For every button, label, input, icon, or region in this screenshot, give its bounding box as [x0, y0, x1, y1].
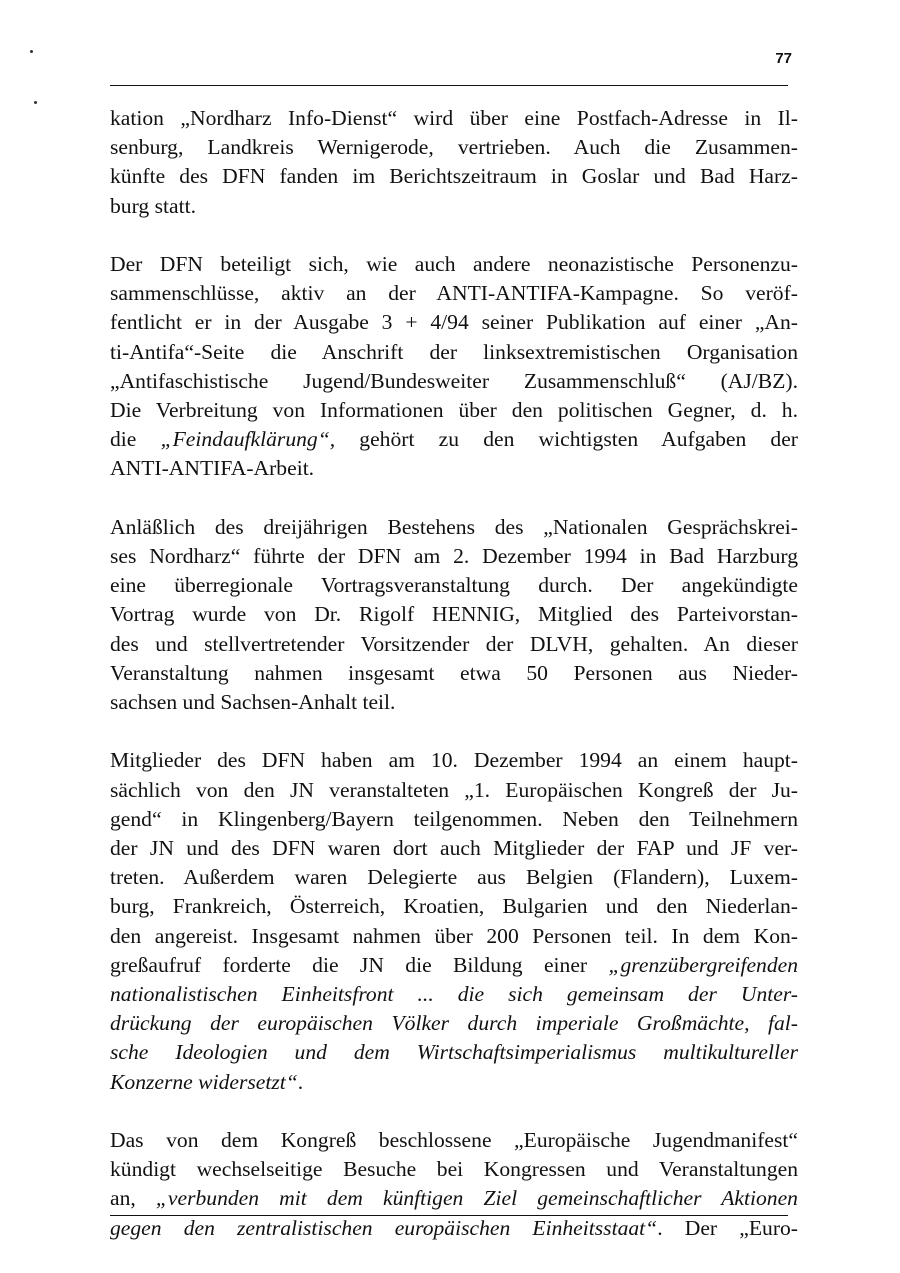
- text-run: greßaufruf forderte die JN die Bildung einer: [110, 952, 609, 977]
- text-line: [110, 279, 798, 308]
- text-line: [110, 1038, 798, 1067]
- text-run: an,: [110, 1186, 156, 1211]
- text-line: [110, 162, 798, 191]
- italic-quote: „grenzübergreifenden: [608, 952, 798, 977]
- text-line: [110, 250, 798, 279]
- text-line: [110, 980, 798, 1009]
- text-line: [110, 746, 798, 775]
- text-line: [110, 659, 798, 688]
- text-line: [110, 834, 798, 863]
- text-line: [110, 863, 798, 892]
- body-text: [110, 104, 798, 1243]
- text-run: künfte des DFN fanden im Berichtszeitraum in Goslar und Bad Harz-: [110, 164, 798, 189]
- scan-speck-2: [34, 101, 37, 104]
- text-run: sammenschlüsse, aktiv an der ANTI-ANTIFA-Kampagne. So veröf-: [110, 281, 798, 306]
- text-line: [110, 338, 798, 367]
- text-run: den angereist. Insgesamt nahmen über 200 Personen teil. In dem Kon-: [110, 923, 798, 948]
- paragraph: [110, 1126, 798, 1243]
- text-run: Der DFN beteiligt sich, wie auch andere neonazistische Personenzu-: [110, 252, 798, 276]
- text-run: ANTI-ANTIFA-Arbeit.: [110, 456, 315, 481]
- text-line: [110, 104, 798, 133]
- text-run: ti-Antifa“-Seite die Anschrift der linksextremistischen Organisation: [110, 339, 798, 364]
- italic-quote: „verbunden mit dem künftigen Ziel gemeinschaftlicher Aktionen: [155, 1186, 798, 1211]
- text-run: ses Nordharz“ führte der DFN am 2. Dezember 1994 in Bad Harzburg: [110, 544, 798, 569]
- text-line: [110, 425, 798, 454]
- text-line: [110, 308, 798, 337]
- text-line: [110, 630, 798, 659]
- footer-rule: [110, 1215, 788, 1216]
- text-line: [110, 688, 798, 717]
- text-line: [110, 922, 798, 951]
- text-line: [110, 1126, 798, 1155]
- text-run: eine überregionale Vortragsveranstaltung durch. Der angekündigte: [110, 573, 798, 598]
- text-run: die: [110, 427, 161, 452]
- text-run: . Der „Euro-: [657, 1215, 798, 1240]
- text-run: Veranstaltung nahmen insgesamt etwa 50 Personen aus Nieder-: [110, 660, 798, 685]
- text-run: der JN und des DFN waren dort auch Mitglieder der FAP und JF ver-: [110, 836, 798, 861]
- text-line: [110, 133, 798, 162]
- text-line: [110, 367, 798, 396]
- scan-speck-1: [30, 50, 33, 53]
- text-line: [110, 571, 798, 600]
- italic-quote: nationalistischen Einheitsfront ... die sich gemeinsam der Unter-: [110, 982, 798, 1007]
- text-run: „Antifaschistische Jugend/Bundesweiter Zusammenschluß“ (AJ/BZ).: [110, 368, 798, 393]
- text-run: Mitglieder des DFN haben am 10. Dezember 1994 an einem haupt-: [110, 748, 798, 773]
- text-run: sächlich von den JN veranstalteten „1. Europäischen Kongreß der Ju-: [110, 777, 798, 802]
- text-line: [110, 1155, 798, 1184]
- paragraph: [110, 250, 798, 484]
- text-run: burg, Frankreich, Österreich, Kroatien, Bulgarien und den Niederlan-: [110, 894, 798, 919]
- text-run: Vortrag wurde von Dr. Rigolf HENNIG, Mitglied des Parteivorstan-: [110, 602, 798, 627]
- text-line: [110, 1068, 798, 1097]
- italic-quote: gegen den zentralistischen europäischen Einheitsstaat“: [110, 1215, 658, 1240]
- paragraph: [110, 746, 798, 1096]
- text-line: [110, 513, 798, 542]
- text-line: [110, 542, 798, 571]
- text-run: des und stellvertretender Vorsitzender der DLVH, gehalten. An dieser: [110, 631, 798, 656]
- text-run: Anläßlich des dreijährigen Bestehens des „Nationalen Gesprächskrei-: [110, 514, 798, 539]
- italic-quote: drückung der europäischen Völker durch imperiale Großmächte, fal-: [110, 1011, 798, 1036]
- page-number: 77: [775, 50, 792, 67]
- text-run: Das von dem Kongreß beschlossene „Europäische Jugendmanifest“: [110, 1128, 798, 1153]
- italic-quote: Konzerne widersetzt“: [110, 1069, 298, 1094]
- text-line: [110, 805, 798, 834]
- text-run: fentlicht er in der Ausgabe 3 + 4/94 seiner Publikation auf einer „An-: [110, 310, 798, 335]
- paragraph: [110, 513, 798, 717]
- text-line: [110, 1009, 798, 1038]
- text-line: [110, 951, 798, 980]
- text-run: sachsen und Sachsen-Anhalt teil.: [110, 690, 396, 715]
- text-run: Die Verbreitung von Informationen über den politischen Gegner, d. h.: [110, 398, 798, 423]
- text-line: [110, 776, 798, 805]
- text-line: [110, 192, 798, 221]
- text-run: burg statt.: [110, 193, 196, 218]
- text-line: [110, 1214, 798, 1243]
- text-run: .: [297, 1069, 304, 1094]
- text-run: kation „Nordharz Info-Dienst“ wird über eine Postfach-Adresse in Il-: [110, 106, 798, 130]
- text-line: [110, 396, 798, 425]
- text-run: gend“ in Klingenberg/Bayern teilgenommen. Neben den Teilnehmern: [110, 806, 798, 831]
- text-line: [110, 892, 798, 921]
- header-rule: [110, 85, 788, 86]
- text-line: [110, 1184, 798, 1213]
- italic-quote: sche Ideologien und dem Wirtschaftsimperialismus multikultureller: [110, 1040, 798, 1065]
- italic-quote: „Feindaufklärung“,: [160, 427, 336, 452]
- text-run: gehört zu den wichtigsten Aufgaben der: [335, 427, 798, 452]
- text-run: senburg, Landkreis Wernigerode, vertrieben. Auch die Zusammen-: [110, 135, 798, 160]
- text-run: treten. Außerdem waren Delegierte aus Belgien (Flandern), Luxem-: [110, 865, 798, 890]
- paragraph: [110, 104, 798, 221]
- text-line: [110, 454, 798, 483]
- text-run: kündigt wechselseitige Besuche bei Kongressen und Veranstaltungen: [110, 1157, 798, 1182]
- text-line: [110, 600, 798, 629]
